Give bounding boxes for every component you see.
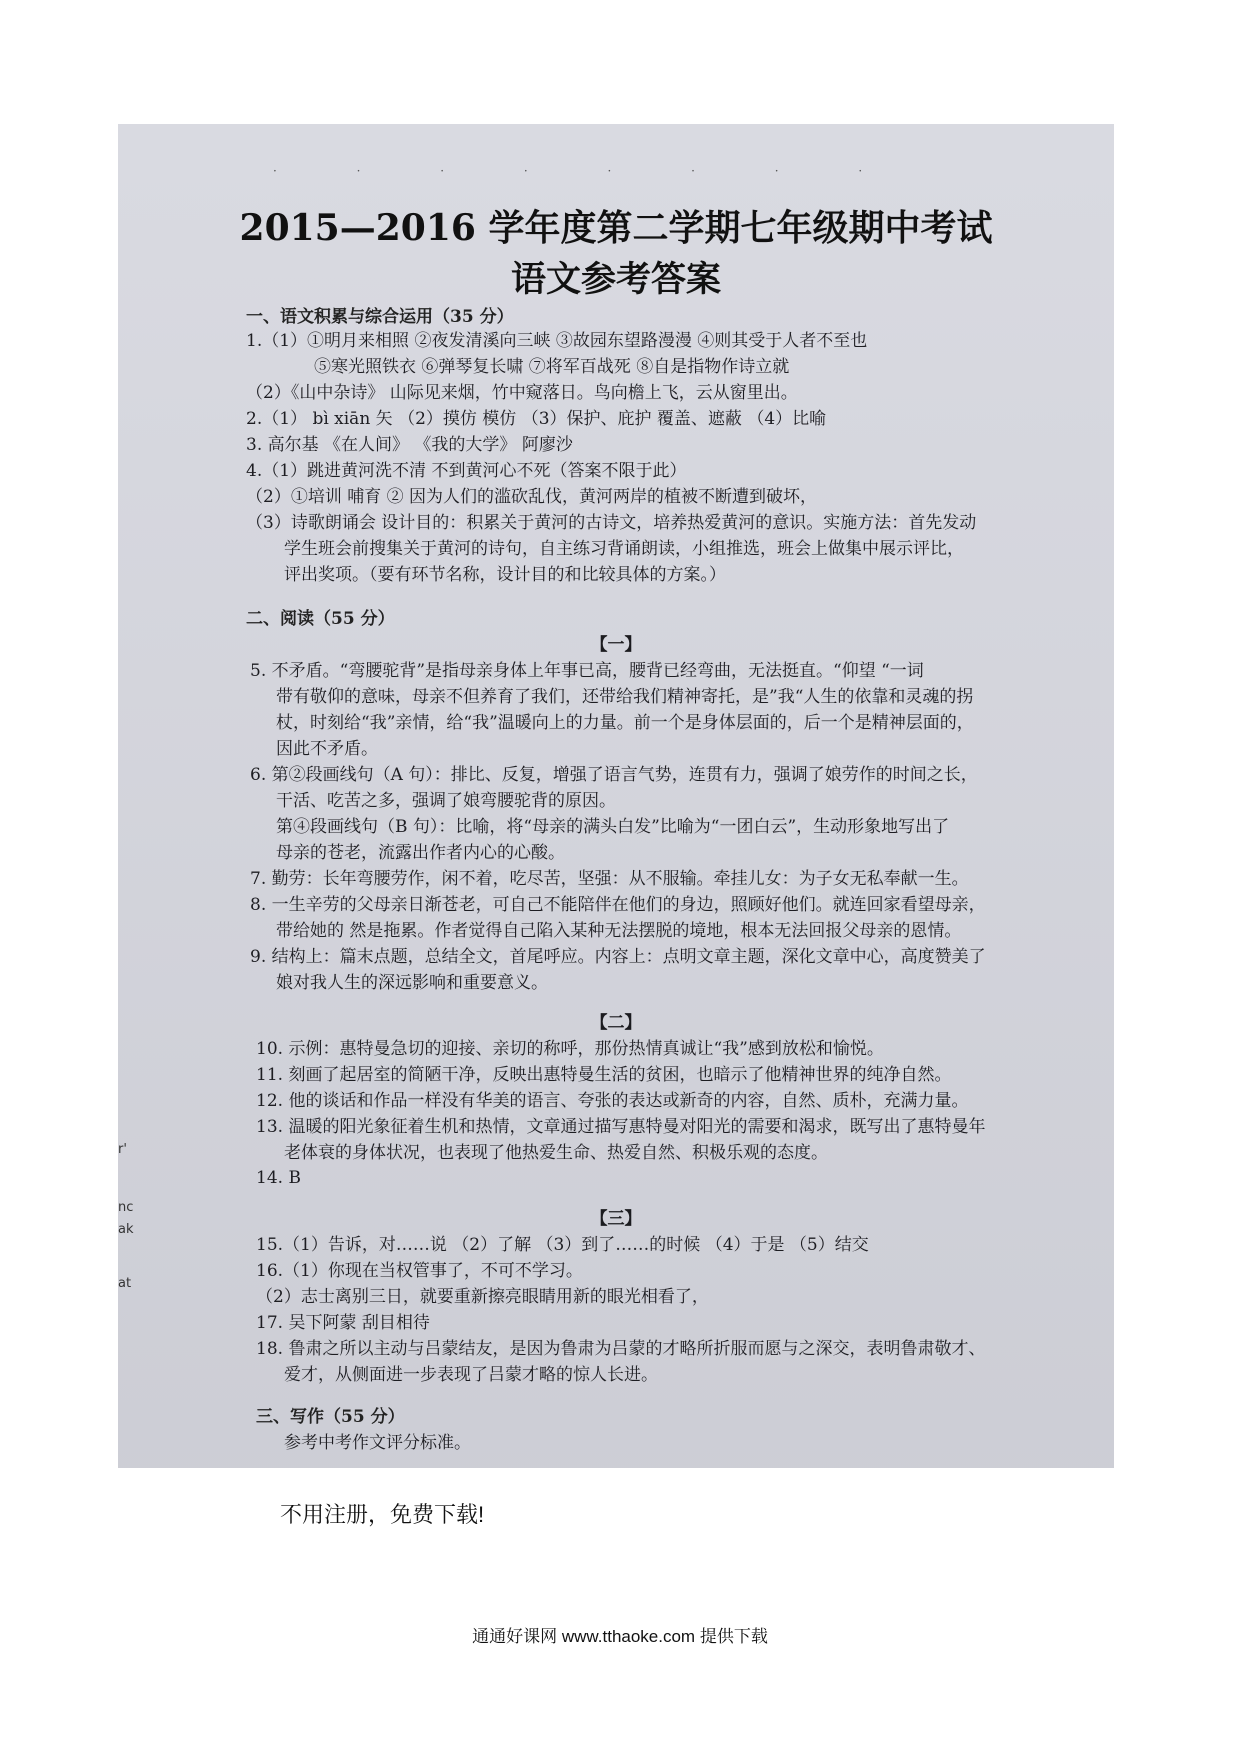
answer-line: 14. B [256,1168,301,1188]
answer-line: 参考中考作文评分标准。 [284,1433,471,1453]
answer-line: 11. 刻画了起居室的简陋干净，反映出惠特曼生活的贫困，也暗示了他精神世界的纯净自然。 [256,1065,952,1085]
answer-line: 5. 不矛盾。“弯腰驼背”是指母亲身体上年事已高，腰背已经弯曲，无法挺直。“仰望 “一词 [250,661,924,681]
section1-heading: 一、语文积累与综合运用（35 分） [246,307,514,327]
answer-line: 带给她的 然是拖累。作者觉得自己陷入某种无法摆脱的境地，根本无法回报父母亲的恩情。 [276,921,962,941]
answer-line: 1.（1）①明月来相照 ②夜发清溪向三峡 ③故园东望路漫漫 ④则其受于人者不至也 [246,331,868,351]
answer-line: 第④段画线句（B 句）：比喻，将“母亲的满头白发”比喻为“一团白云”，生动形象地写出了 [276,817,950,837]
answer-line: 15.（1）告诉，对……说 （2）了解 （3）到了……的时候 （4）于是 （5）结交 [256,1235,869,1255]
answer-line: 12. 他的谈话和作品一样没有华美的语言、夸张的表达或新奇的内容，自然、质朴，充满力量。 [256,1091,969,1111]
page-subtitle: 语文参考答案 [510,259,721,300]
edge-mark: ak [118,1222,134,1237]
edge-mark: at [118,1276,132,1291]
part3-label: 【三】 [590,1209,642,1229]
edge-mark: r' [118,1142,127,1157]
answer-line: 13. 温暖的阳光象征着生机和热情，文章通过描写惠特曼对阳光的需要和渴求，既写出了惠特曼年 [256,1117,986,1137]
edge-mark: nc [118,1200,134,1215]
answer-line: 18. 鲁肃之所以主动与吕蒙结友，是因为鲁肃为吕蒙的才略所折服而愿与之深交，表明鲁肃敬才、 [256,1339,986,1359]
answer-line: 老体衰的身体状况，也表现了他热爱生命、热爱自然、积极乐观的态度。 [284,1143,828,1163]
answer-line: 7. 勤劳：长年弯腰劳作，闲不着，吃尽苦，坚强：从不服输。牵挂儿女：为子女无私奉献一生。 [250,869,969,889]
answer-line: 杖，时刻给“我”亲情，给“我”温暖向上的力量。前一个是身体层面的，后一个是精神层面的， [276,713,974,733]
answer-line: 爱才，从侧面进一步表现了吕蒙才略的惊人长进。 [284,1365,658,1385]
answer-line: 因此不矛盾。 [276,739,378,759]
section2-heading: 二、阅读（55 分） [246,609,395,629]
footer-credit: 通通好课网 www.tthaoke.com 提供下载 [472,1627,768,1646]
answer-line: （2）《山中杂诗》 山际见来烟，竹中窥落日。鸟向檐上飞，云从窗里出。 [246,383,798,403]
answer-line: 6. 第②段画线句（A 句）：排比、反复，增强了语言气势，连贯有力，强调了娘劳作的时间之长， [250,765,978,785]
answer-line: （2）志士离别三日，就要重新擦亮眼睛用新的眼光相看了， [256,1287,709,1307]
answer-line: 娘对我人生的深远影响和重要意义。 [276,973,548,993]
answer-line: 评出奖项。（要有环节名称，设计目的和比较具体的方案。） [284,565,726,585]
answer-line: 9. 结构上：篇末点题，总结全文，首尾呼应。内容上：点明文章主题，深化文章中心，高度赞美了 [250,947,986,967]
answer-line: 3. 高尔基 《在人间》 《我的大学》 阿廖沙 [246,435,573,455]
answer-line: 10. 示例：惠特曼急切的迎接、亲切的称呼，那份热情真诚让“我”感到放松和愉悦。 [256,1039,884,1059]
answer-line: 干活、吃苦之多，强调了娘弯腰驼背的原因。 [276,791,616,811]
part2-label: 【二】 [590,1013,642,1033]
answer-line: 带有敬仰的意味，母亲不但养育了我们，还带给我们精神寄托，是”我“人生的依靠和灵魂的拐 [276,687,974,707]
promo-text: 不用注册，免费下载! [280,1502,485,1527]
page-title: 2015—2016 学年度第二学期七年级期中考试 [239,207,993,249]
answer-line: 学生班会前搜集关于黄河的诗句，自主练习背诵朗读，小组推选，班会上做集中展示评比， [284,539,964,559]
answer-line: 2.（1） bì xiān 矢 （2）摸仿 模仿 （3）保护、庇护 覆盖、遮蔽 （4）比喻 [246,409,827,429]
answer-line: 8. 一生辛劳的父母亲日渐苍老，可自己不能陪伴在他们的身边，照顾好他们。就连回家看望母亲， [250,895,986,915]
section3-heading: 三、写作（55 分） [256,1407,405,1427]
answer-line: ⑤寒光照铁衣 ⑥弹琴复长啸 ⑦将军百战死 ⑧自是指物作诗立就 [314,357,790,377]
answer-line: 母亲的苍老，流露出作者内心的心酸。 [276,843,565,863]
answer-line: 16.（1）你现在当权管事了，不可不学习。 [256,1261,583,1281]
top-smudge-dots: · · · · · · · · [273,164,901,178]
answer-line: （3）诗歌朗诵会 设计目的：积累关于黄河的古诗文，培养热爱黄河的意识。实施方法：首先发动 [246,513,977,533]
scanned-answer-sheet [118,124,1114,1468]
answer-line: 17. 吴下阿蒙 刮目相待 [256,1313,430,1333]
answer-line: 4.（1）跳进黄河洗不清 不到黄河心不死（答案不限于此） [246,461,687,481]
answer-line: （2）①培训 哺育 ② 因为人们的滥砍乱伐，黄河两岸的植被不断遭到破坏， [246,487,818,507]
part1-label: 【一】 [590,635,642,655]
